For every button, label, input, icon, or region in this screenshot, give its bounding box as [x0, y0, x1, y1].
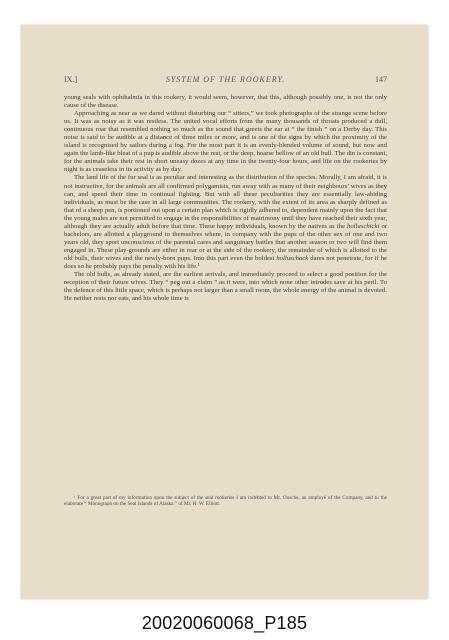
paragraph-2: Approaching as near as we dared without disturbing our “ sitters,” we took photographs of the strange scene before us. It was as noisy as it was restless. The united vocal efforts from the many thousands of throats produced a dull, continuous roar that resembled nothing so much as the sound that greets the ear at “ the finish ” on a Derby day. This noise is said to be audible at a distance of three miles or more, and is one of the signs by which the proximity of the island is recognised by sailors during a fog. For the most part it is an evenly-blended volume of sound, but now and again the lamb-like bleat of a pup is audible above the rest, or the deep, hoarse bellow of an old bull. The din is constant, for the animals take their rest in short uneasy dozes at any time in the twenty-four hours, and life on the rookeries by night is as ceaseless in its activity as by day.	[64, 110, 388, 174]
italic-term-holluschack: holluschack	[276, 254, 309, 262]
running-header	[64, 75, 387, 87]
paragraph-3-part-c: dares not penetrate, for if he does so he probably pays the penalty with his life.¹	[64, 254, 388, 270]
footnote: ¹ For a great part of my information upon the subject of the seal rookeries I am indebted to Mr. Ousche, an employé of the Company, and to the elaborate “ Monograph on the Seal Islands of Alaska ” of Mr. H. W. Elliott.	[64, 495, 387, 508]
italic-term-holluschicki: holluschicki	[347, 222, 380, 230]
paragraph-1: young seals with ophthalmia in this rookery, it would seem, however, that this, although possibly one, is not the only cause of the disease.	[64, 94, 387, 110]
chapter-marker: IX.]	[64, 75, 78, 84]
running-title: SYSTEM OF THE ROOKERY.	[165, 75, 286, 84]
paragraph-3	[64, 174, 387, 271]
page-number: 147	[375, 75, 387, 84]
image-id-caption: 20020060068_P185	[141, 613, 308, 633]
paragraph-3-part-a: The land life of the fur seal is as peculiar and interesting as the distribution of the species. Morally, I am afraid, it is not instructive, for the animals are all confirmed polygamists, run away with as many of their neighbours’ wives as they can, and spend their time in continual fighting. But with all these peculiarities they are essentially law-abiding individuals, as must be the case in all large communities. The rookery, with the extent of its area as sharply defined as that of a sheep pen, is portioned out upon a certain plan which is rigidly adhered to, dependent mainly upon the fact that the young males are not permitted to engage in the responsibilities of matrimony until they have reached their sixth year, although they are actually adult before that time. These happy individuals, known by the natives as the	[64, 174, 387, 230]
body-text	[64, 94, 387, 303]
paragraph-4: The old bulls, as already stated, are the earliest arrivals, and immediately proceed to select a good position for the reception of their future wives. They “ peg out a claim ” as it were, into which none other intrudes save at his peril. To the defence of this little space, which is perhaps not larger than a small room, the whole energy of the animal is devoted. He neither rests nor eats, and his whole time is	[64, 271, 387, 303]
paragraph-3-part-b: or bachelors, are allotted a playground to themselves where, in company with the pups of the other sex of one and two years old, they sport unconscious of the parental cares and sanguinary battles that another season or two will find them engaged in. These play-grounds are either in rear or at the side of the rookery, the remainder of which is allotted to the old bulls, their wives and the newly-born pups. Into this part even the boldest	[64, 222, 388, 262]
